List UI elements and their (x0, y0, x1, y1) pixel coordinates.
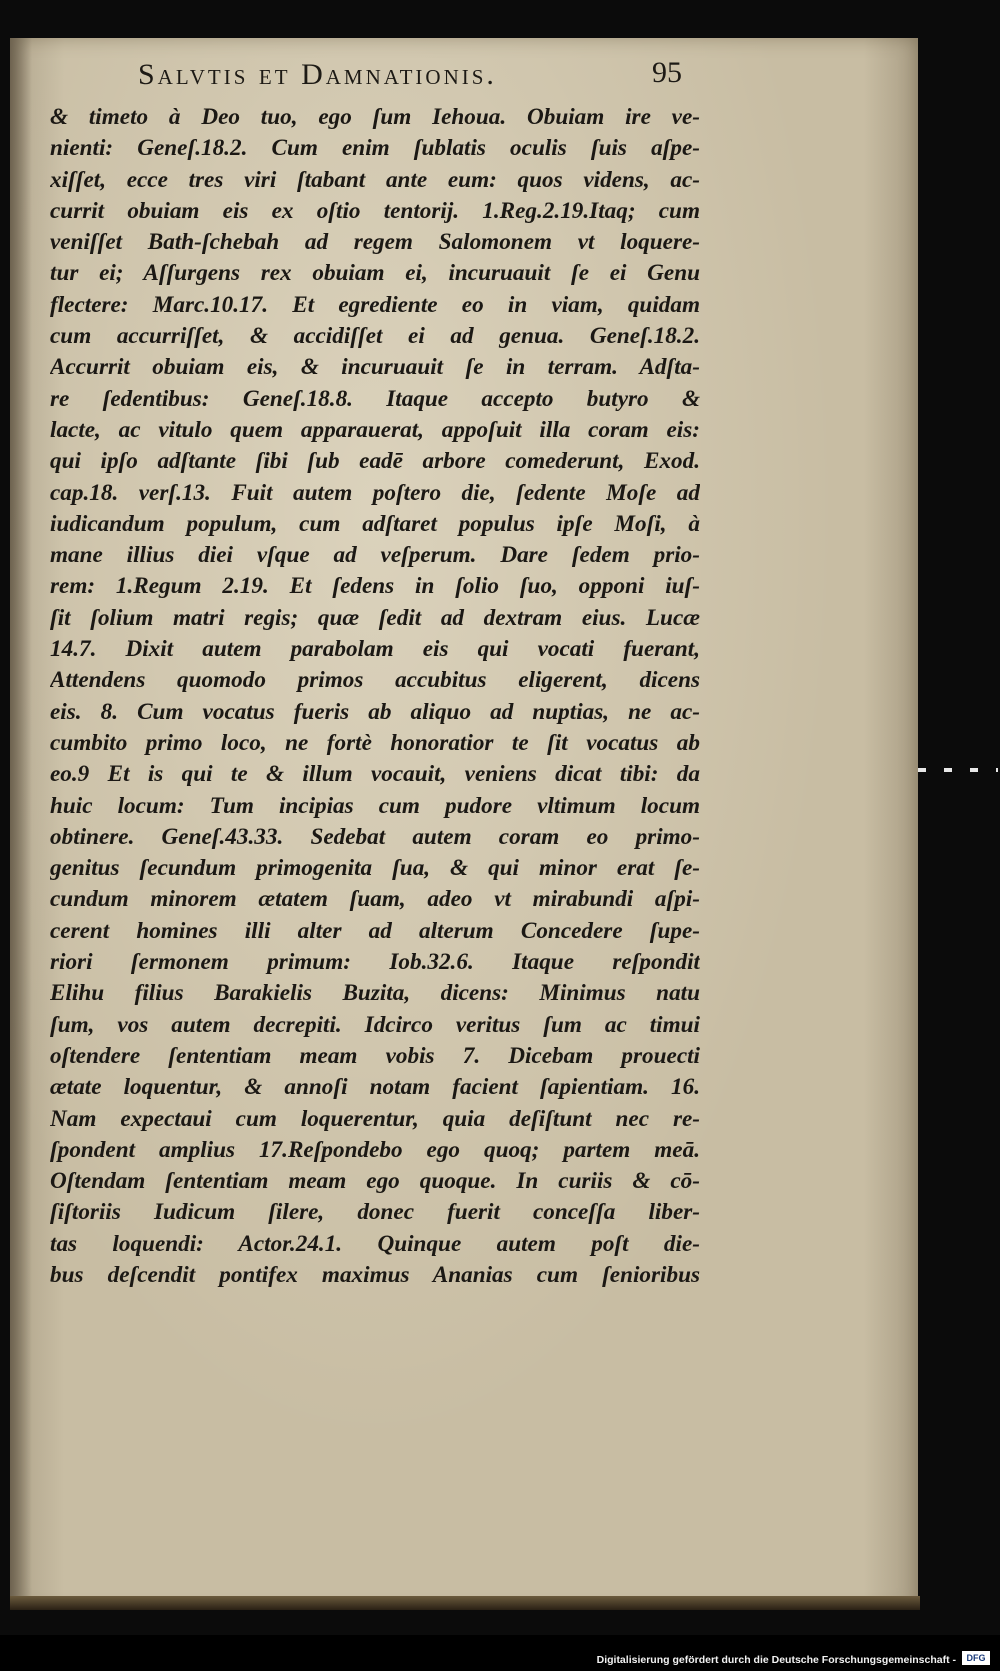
page-bottom-edge (10, 1596, 920, 1610)
text-line: flectere: Marc.10.17. Et egrediente eo in viam, quidam (50, 291, 700, 318)
text-line: Accurrit obuiam eis, & incuruauit ſe in terram. Adſta- (50, 354, 700, 381)
text-line: cumbito primo loco, ne fortè honoratior te ſit vocatus ab (50, 729, 700, 756)
text-line: ætate loquentur, & annoſi notam facient ſapientiam. 16. (50, 1074, 700, 1101)
text-line: cerent homines illi alter ad alterum Concedere ſupe- (50, 917, 700, 944)
page-number: 95 (652, 56, 682, 89)
text-line: oſtendere ſententiam meam vobis 7. Dicebam prouecti (50, 1042, 700, 1069)
text-line: obtinere. Geneſ.43.33. Sedebat autem coram eo primo- (50, 823, 700, 850)
text-line: genitus ſecundum primogenita ſua, & qui minor erat ſe- (50, 855, 700, 882)
text-line: Attendens quomodo primos accubitus eligerent, dicens (50, 667, 700, 694)
text-line: cundum minorem ætatem ſuam, adeo vt mirabundi aſpi- (50, 886, 700, 913)
page-gutter-shadow (10, 38, 32, 1610)
text-line: xiſſet, ecce tres viri ſtabant ante eum: quos videns, ac- (50, 166, 700, 193)
text-line: ſpondent amplius 17.Reſpondebo ego quoq; partem meā. (50, 1136, 700, 1163)
text-line: rem: 1.Regum 2.19. Et ſedens in ſolio ſuo, opponi iuſ- (50, 573, 700, 600)
margin-scan-marks (918, 768, 998, 772)
dfg-logo-icon: DFG (962, 1651, 990, 1665)
text-line: lacte, ac vitulo quem apparauerat, appoſuit illa coram eis: (50, 416, 700, 443)
text-line: Nam expectaui cum loquerentur, quia deſiſtunt nec re- (50, 1105, 700, 1132)
text-line: & timeto à Deo tuo, ego ſum Iehoua. Obuiam ire ve- (50, 104, 700, 130)
text-line: re ſedentibus: Geneſ.18.8. Itaque accepto butyro & (50, 385, 700, 412)
running-head: Salvtis et Damnationis. (138, 58, 497, 91)
text-line: cap.18. verſ.13. Fuit autem poſtero die, ſedente Moſe ad (50, 479, 700, 506)
text-line: nienti: Geneſ.18.2. Cum enim ſublatis oculis ſuis aſpe- (50, 135, 700, 162)
text-line: riori ſermonem primum: Iob.32.6. Itaque reſpondit (50, 949, 700, 976)
text-line: ſum, vos autem decrepiti. Idcirco veritus ſum ac timui (50, 1011, 700, 1038)
text-line: cum accurriſſet, & accidiſſet ei ad genua. Geneſ.18.2. (50, 323, 700, 350)
text-line: eis. 8. Cum vocatus fueris ab aliquo ad nuptias, ne ac- (50, 698, 700, 725)
text-line: currit obuiam eis ex oſtio tentorij. 1.Reg.2.19.Itaq; cum (50, 197, 700, 224)
text-line: qui ipſo adſtante ſibi ſub eadē arbore comederunt, Exod. (50, 448, 700, 475)
text-line: mane illius diei vſque ad veſperum. Dare ſedem prio- (50, 542, 700, 569)
text-line: tas loquendi: Actor.24.1. Quinque autem poſt die- (50, 1230, 700, 1257)
text-line: huic locum: Tum incipias cum pudore vltimum locum (50, 792, 700, 819)
text-line: ſiſtoriis Iudicum ſilere, donec fuerit conceſſa liber- (50, 1199, 700, 1226)
text-line: ſit ſolium matri regis; quæ ſedit ad dextram eius. Lucæ (50, 604, 700, 631)
funding-credit: Digitalisierung gefördert durch die Deutsche Forschungsgemeinschaft - (596, 1654, 956, 1666)
text-line: iudicandum populum, cum adſtaret populus ipſe Moſi, à (50, 510, 700, 537)
text-line: eo.9 Et is qui te & illum vocauit, veniens dicat tibi: da (50, 761, 700, 788)
text-line: Oſtendam ſententiam meam ego quoque. In curiis & cō- (50, 1168, 700, 1195)
text-line: veniſſet Bath-ſchebah ad regem Salomonem vt loquere- (50, 229, 700, 256)
text-line: Elihu filius Barakielis Buzita, dicens: Minimus natu (50, 980, 700, 1007)
text-line: tur ei; Aſſurgens rex obuiam ei, incuruauit ſe ei Genu (50, 260, 700, 287)
text-line: 14.7. Dixit autem parabolam eis qui vocati fuerant, (50, 636, 700, 663)
body-text (50, 102, 700, 1291)
text-line: bus deſcendit pontifex maximus Ananias cum ſenioribus (50, 1261, 700, 1288)
